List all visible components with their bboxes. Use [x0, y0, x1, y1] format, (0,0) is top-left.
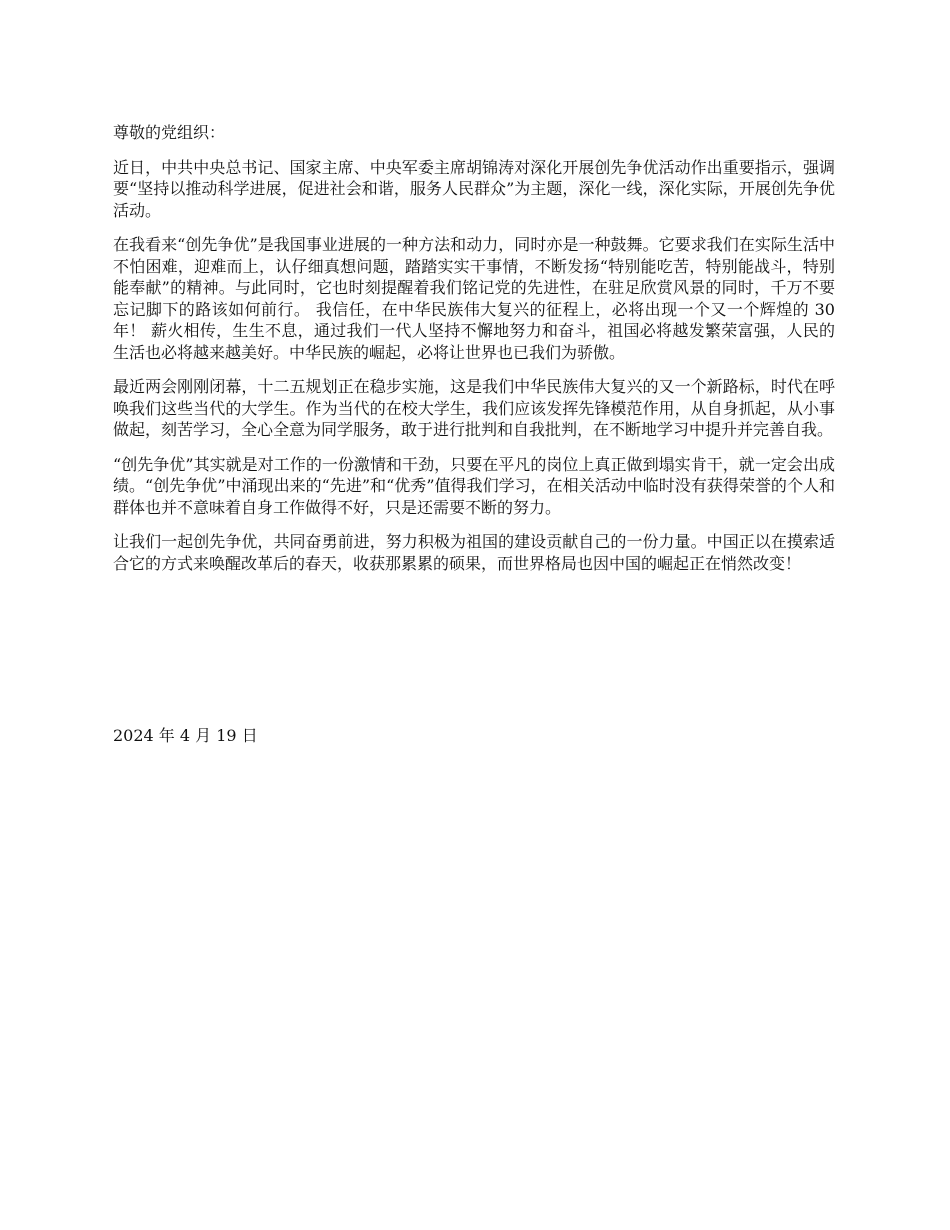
paragraph-3: 最近两会刚刚闭幕，十二五规划正在稳步实施，这是我们中华民族伟大复兴的又一个新路标，时代在呼唤我们这些当代的大学生。作为当代的在校大学生，我们应该发挥先锋模范作用，从自身抓起，从小事做起，刻苦学习，全心全意为同学服务，敢于进行批判和自我批判，在不断地学习中提升并完善自我。: [113, 377, 835, 439]
salutation: 尊敬的党组织：: [113, 123, 226, 142]
paragraph-2: 在我看来“创先争优”是我国事业进展的一种方法和动力，同时亦是一种鼓舞。它要求我们在实际生活中不怕困难，迎难而上，认仔细真想问题，踏踏实实干事情，不断发扬“特别能吃苦，特别能战斗，特别能奉献”的精神。与此同时，它也时刻提醒着我们铭记党的先进性，在驻足欣赏风景的同时，千万不要忘记脚下的路该如何前行。 我信任，在中华民族伟大复兴的征程上，必将出现一个又一个辉煌的 30 年！ 薪火相传，生生不息，通过我们一代人坚持不懈地努力和奋斗，祖国必将越发繁荣富强，人民的生活也必将越来越美好。中华民族的崛起，必将让世界也已我们为骄傲。: [113, 235, 835, 362]
letter-date: 2024 年 4 月 19 日: [113, 726, 258, 745]
paragraph-4: “创先争优”其实就是对工作的一份激情和干劲，只要在平凡的岗位上真正做到塌实肯干，就一定会出成绩。“创先争优”中涌现出来的“先进”和“优秀”值得我们学习，在相关活动中临时没有获得荣誉的个人和群体也并不意味着自身工作做得不好，只是还需要不断的努力。: [113, 454, 835, 517]
paragraph-1: 近日，中共中央总书记、国家主席、中央军委主席胡锦涛对深化开展创先争优活动作出重要指示，强调要“坚持以推动科学进展，促进社会和谐，服务人民群众”为主题，深化一线，深化实际，开展创先争优活动。: [113, 157, 835, 220]
letter-body: [113, 122, 835, 587]
paragraph-5: 让我们一起创先争优，共同奋勇前进，努力积极为祖国的建设贡献自己的一份力量。中国正以在摸索适合它的方式来唤醒改革后的春天，收获那累累的硕果，而世界格局也因中国的崛起正在悄然改变！: [113, 532, 835, 573]
